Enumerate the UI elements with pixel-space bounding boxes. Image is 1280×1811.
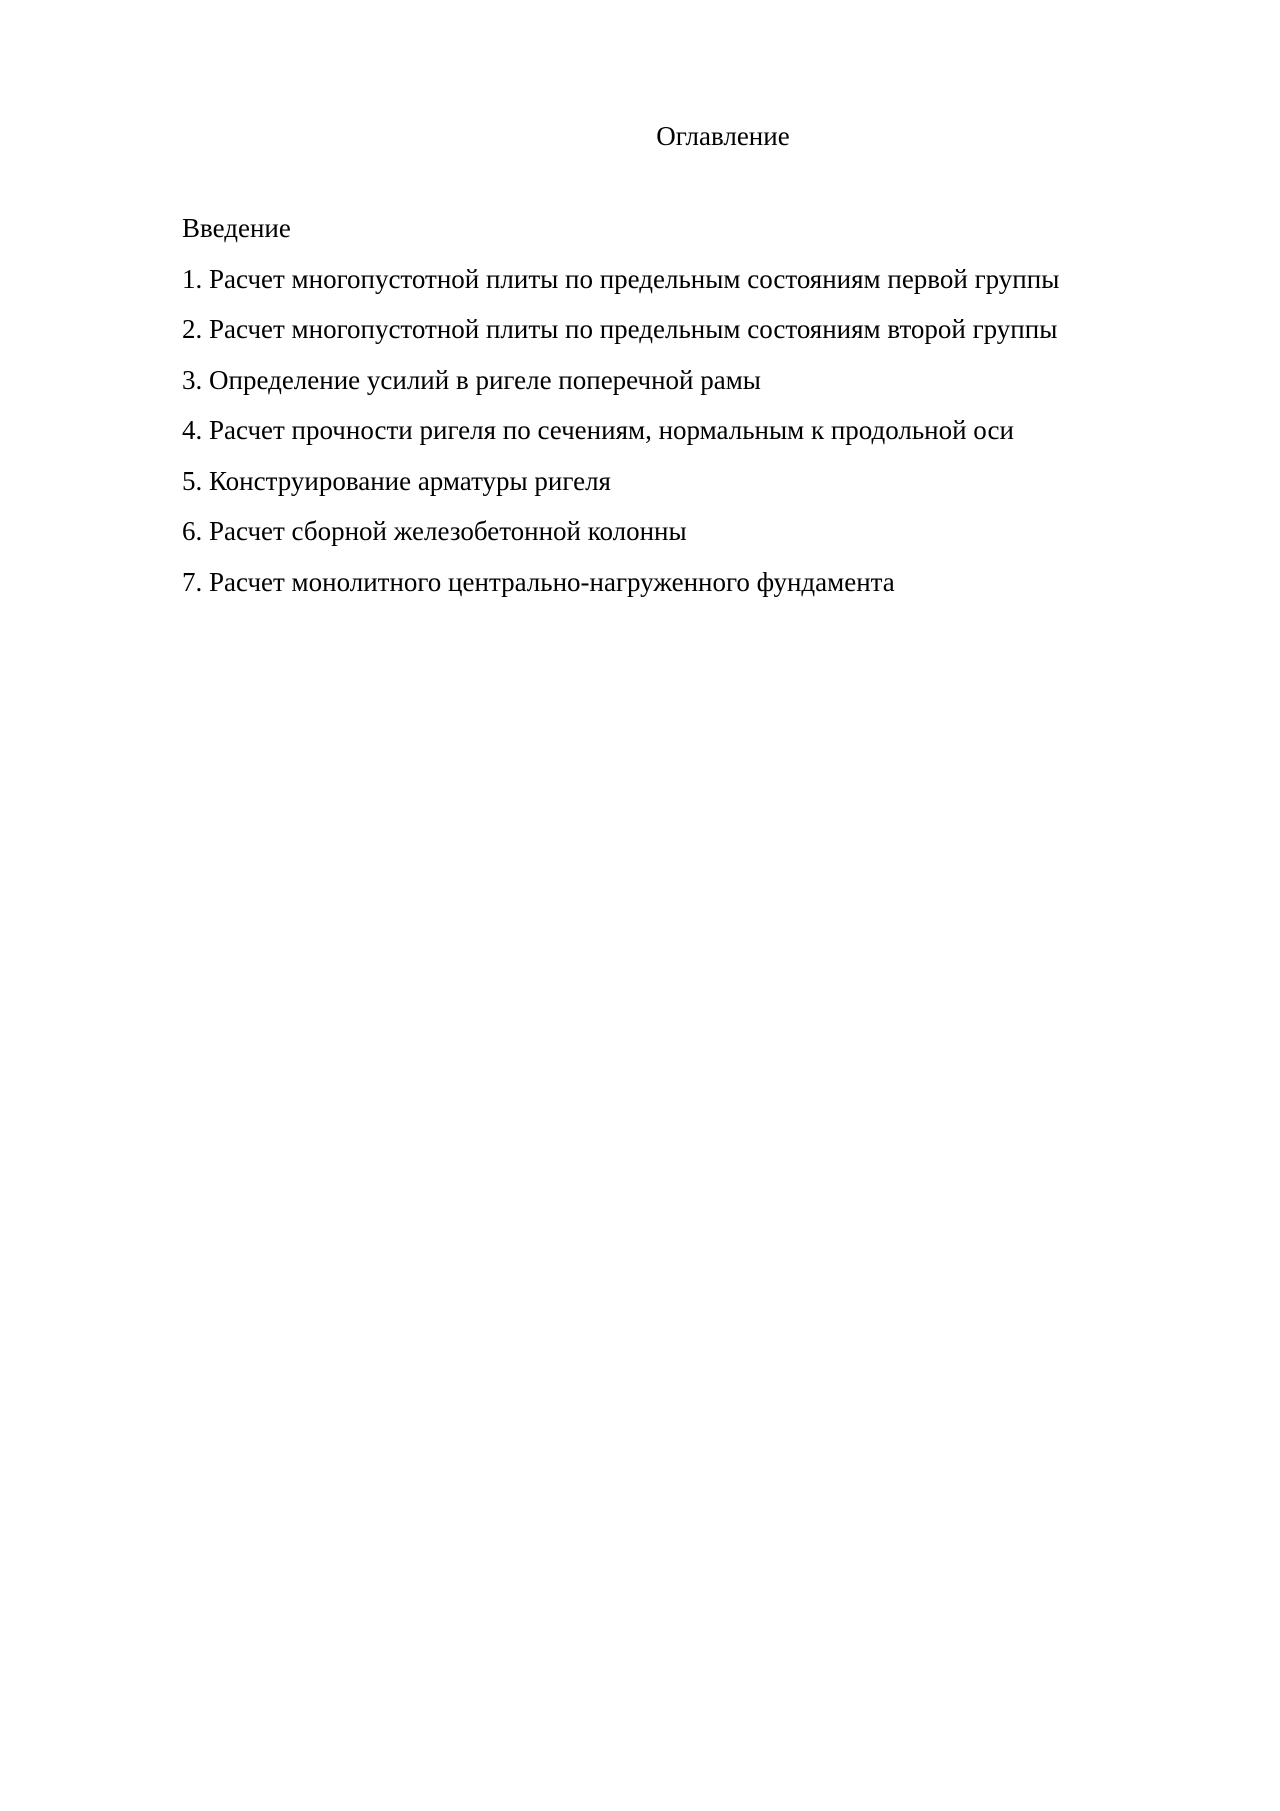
toc-entry-7: 7. Расчет монолитного центрально-нагруженного фундамента [182, 566, 895, 597]
toc-entry-6: 6. Расчет сборной железобетонной колонны [182, 516, 687, 546]
toc-entry-3: 3. Определение усилий в ригеле поперечной рамы [182, 364, 761, 395]
toc-entry-introduction: Введение [182, 213, 291, 243]
toc-title: Оглавление [656, 121, 790, 151]
toc-entry-5: 5. Конструирование арматуры ригеля [182, 465, 611, 496]
toc-entry-2: 2. Расчет многопустотной плиты по предельным состояниям второй группы [182, 314, 1058, 344]
toc-list [182, 211, 1242, 615]
toc-entry-1: 1. Расчет многопустотной плиты по предельным состояниям первой группы [182, 263, 1060, 294]
toc-entry-4: 4. Расчет прочности ригеля по сечениям, нормальным к продольной оси [182, 415, 1014, 445]
